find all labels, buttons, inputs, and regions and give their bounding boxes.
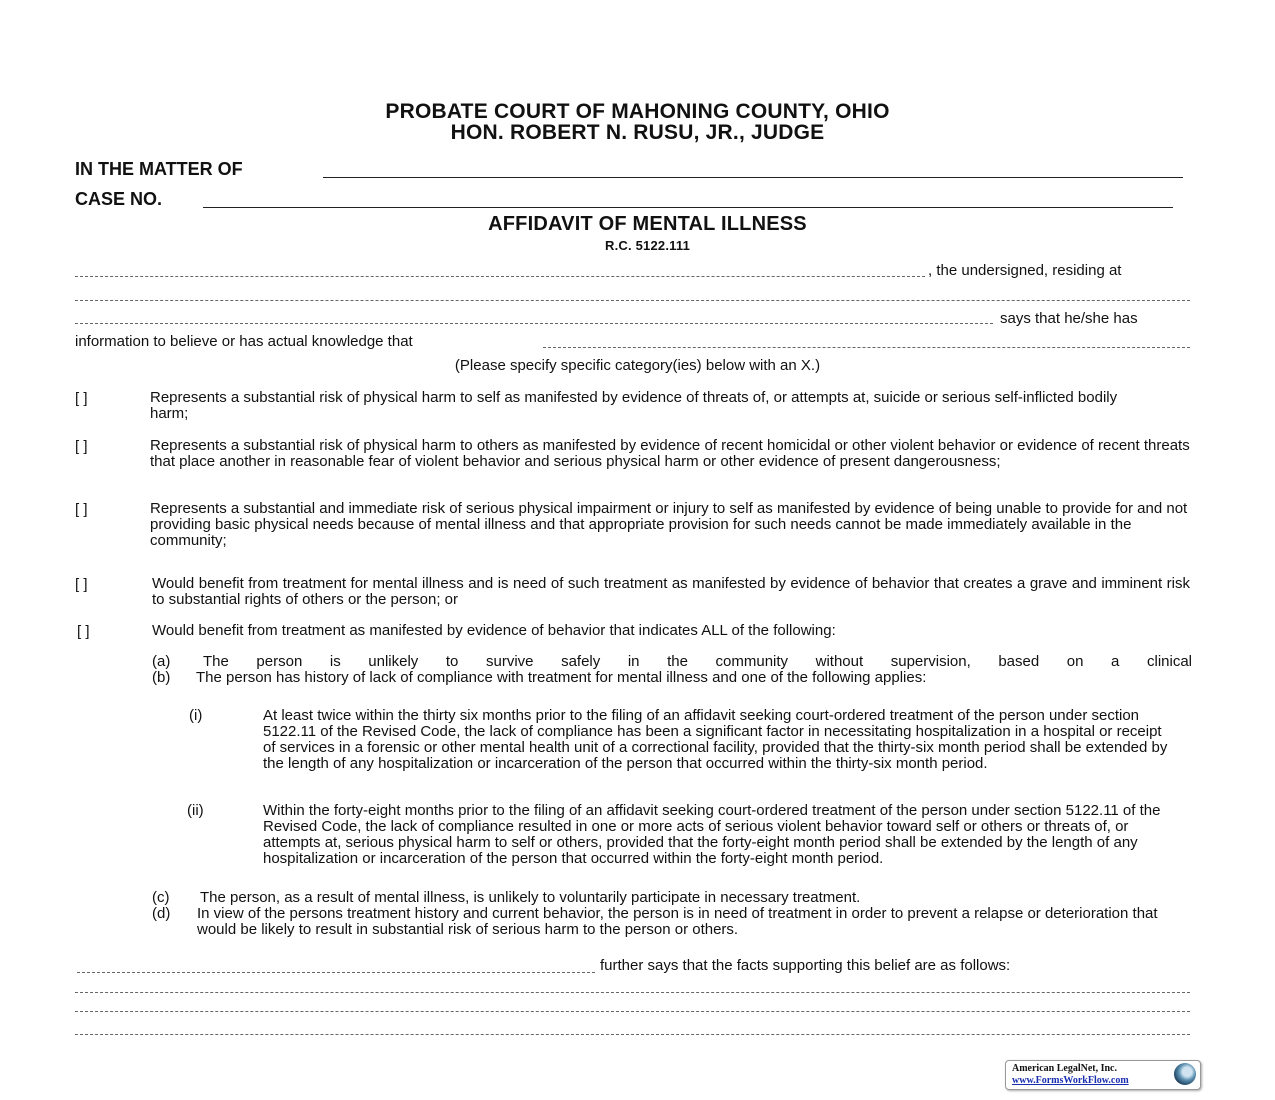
affiant-name-field-2[interactable]: [77, 972, 595, 973]
affiant-name-field[interactable]: [75, 276, 925, 277]
matter-label: IN THE MATTER OF: [75, 159, 243, 179]
item-b-label: (b): [152, 669, 171, 686]
case-no-field[interactable]: [203, 207, 1173, 208]
facts-line-3[interactable]: [75, 1034, 1190, 1035]
item-ii-text: Within the forty-eight months prior to the filing of an affidavit seeking court-ordered treatment of the person under section 5122.11 of the Revised Code, the lack of compliance resulted in one or more acts of serious violent behavior toward self or others or threats of, or attempts at, serious physical harm to self or others, provided that the forty-eight month period shall be extended by the length of any hospitalization or incarceration of the person that occurred within the forty-eight month period.: [263, 802, 1161, 867]
information-text: information to believe or has actual knowledge that: [75, 333, 413, 350]
facts-text: further says that the facts supporting this belief are as follows:: [600, 957, 1011, 974]
residence-field-line1[interactable]: [75, 300, 1190, 301]
category-3-checkbox[interactable]: [ ]: [75, 501, 88, 518]
item-ii-label: (ii): [187, 802, 204, 819]
category-5-text: Would benefit from treatment as manifested by evidence of behavior that indicates ALL of the following:: [152, 622, 836, 639]
item-i-label: (i): [189, 707, 203, 724]
judge-name: HON. ROBERT N. RUSU, JR., JUDGE: [450, 121, 825, 144]
category-2-text: Represents a substantial risk of physical harm to others as manifested by evidence of recent homicidal or other violent behavior or evidence of recent threats that place another in reasonable fear of violent behavior and serious physical harm or other evidence of present dangerousness;: [150, 437, 1190, 470]
form-title: AFFIDAVIT OF MENTAL ILLNESS: [488, 213, 807, 235]
item-c-text: The person, as a result of mental illness, is unlikely to voluntarily participate in necessary treatment.: [200, 889, 861, 906]
item-d-label: (d): [152, 905, 171, 922]
subject-name-field[interactable]: [543, 347, 1190, 348]
item-c-label: (c): [152, 889, 170, 906]
says-text: says that he/she has: [1000, 310, 1138, 327]
category-1-checkbox[interactable]: [ ]: [75, 390, 88, 407]
item-a-label: (a): [152, 653, 171, 670]
undersigned-text: , the undersigned, residing at: [928, 262, 1122, 279]
globe-icon: [1174, 1063, 1196, 1085]
residence-field-line2[interactable]: [75, 323, 993, 324]
category-5-checkbox[interactable]: [ ]: [77, 623, 90, 640]
category-4-text: Would benefit from treatment for mental illness and is need of such treatment as manifested by evidence of behavior that creates a grave and imminent risk to substantial rights of others or the person; or: [152, 575, 1190, 608]
american-legalnet-logo[interactable]: [1005, 1060, 1201, 1090]
logo-url-link[interactable]: www.FormsWorkFlow.com: [1012, 1075, 1129, 1086]
case-no-label: CASE NO.: [75, 189, 163, 209]
item-b-text: The person has history of lack of compliance with treatment for mental illness and one of the following applies:: [196, 669, 927, 686]
statute-reference: R.C. 5122.111: [605, 238, 690, 253]
category-1-text: Represents a substantial risk of physical harm to self as manifested by evidence of threats of, or attempts at, suicide or serious self-inflicted bodily harm;: [150, 389, 1118, 422]
court-name: PROBATE COURT OF MAHONING COUNTY, OHIO: [385, 100, 890, 123]
category-3-text: Represents a substantial and immediate risk of serious physical impairment or injury to self as manifested by evidence of being unable to provide for and not providing basic physical needs because of mental illness and that appropriate provision for such needs cannot be made immediately available in the community;: [150, 500, 1188, 549]
category-4-checkbox[interactable]: [ ]: [75, 576, 88, 593]
item-d-text: In view of the persons treatment history and current behavior, the person is in need of treatment in order to prevent a relapse or deterioration that would be likely to result in substantial risk of serious harm to the person or others.: [197, 905, 1158, 938]
item-i-text: At least twice within the thirty six months prior to the filing of an affidavit seeking court-ordered treatment of the person under section 5122.11 of the Revised Code, the lack of compliance has been a significant factor in necessitating hospitalization in a hospital or receipt of services in a forensic or other mental health unit of a correctional facility, provided that the thirty-six month period shall be extended by the length of any hospitalization or incarceration of the person that occurred within the thirty-six month period.: [263, 707, 1168, 772]
category-2-checkbox[interactable]: [ ]: [75, 438, 88, 455]
matter-field[interactable]: [323, 177, 1183, 178]
facts-line-1[interactable]: [75, 992, 1190, 993]
facts-line-2[interactable]: [75, 1011, 1190, 1012]
instruction-text: (Please specify specific category(ies) below with an X.): [454, 357, 821, 374]
logo-company-name: American LegalNet, Inc.: [1012, 1063, 1117, 1074]
item-a-text: The person is unlikely to survive safely in the community without supervision, based on a clinical: [203, 653, 1192, 670]
